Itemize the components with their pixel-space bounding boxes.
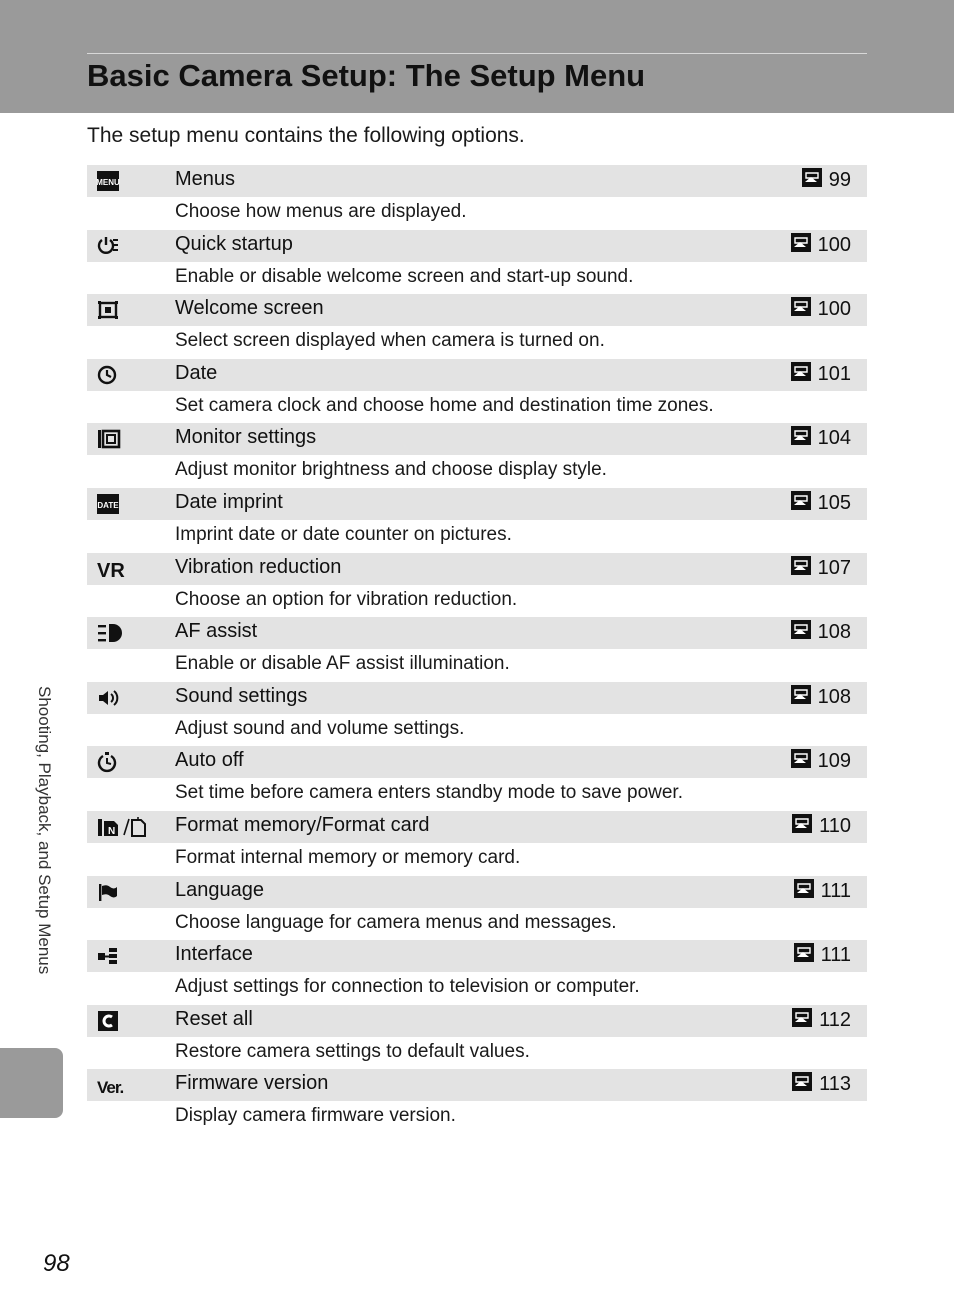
page-reference [791,491,851,516]
page-ref-icon [792,814,812,839]
option-description: Adjust monitor brightness and choose display style. [175,459,607,481]
page-reference [792,1008,851,1033]
option-name: Quick startup [175,232,293,255]
page-ref-number: 110 [819,814,851,837]
page-ref-number: 104 [817,427,851,450]
svg-text:N: N [108,825,116,837]
header-rule [87,53,867,54]
option-name: Monitor settings [175,426,317,449]
page-ref-number: 100 [817,233,851,256]
page-reference [791,749,851,774]
page-ref-icon [791,491,811,516]
side-tab [0,1048,63,1118]
page-title: Basic Camera Setup: The Setup Menu [87,58,646,93]
page-ref-icon [791,233,811,258]
option-row-format-memory [87,811,867,843]
page-reference [791,362,851,387]
header-bar [0,0,954,113]
option-row-language [87,876,867,908]
option-name: Interface [175,943,253,966]
option-description-row [87,326,867,359]
option-description-row [87,843,867,876]
sound-settings-icon [97,687,119,709]
option-row-date [87,359,867,391]
option-description: Restore camera settings to default values. [175,1040,530,1062]
option-name: Language [175,878,264,901]
page-ref-icon [794,943,814,968]
page-ref-icon [791,749,811,774]
option-row-firmware-version [87,1069,867,1101]
option-description: Choose an option for vibration reduction. [175,588,518,610]
option-row-date-imprint [87,488,867,520]
option-description-row [87,1037,867,1070]
page-ref-number: 111 [820,879,851,902]
option-row-monitor-settings [87,423,867,455]
page-ref-icon [792,1008,812,1033]
option-description-row [87,1101,867,1134]
option-description: Select screen displayed when camera is turned on. [175,330,605,352]
option-name: Format memory/Format card [175,813,430,836]
page-ref-number: 108 [817,685,851,708]
setup-options-table [87,165,867,1134]
page-ref-number: 99 [828,169,851,191]
date-icon [97,364,119,386]
page-ref-number: 101 [817,362,851,385]
quick-startup-icon [97,235,119,257]
firmware-version-icon [97,1074,123,1096]
vibration-reduction-icon [97,558,125,582]
interface-icon [97,945,119,967]
option-name: Welcome screen [175,297,324,320]
page-ref-icon [802,168,822,193]
option-description-row [87,585,867,618]
option-description: Choose how menus are displayed. [175,201,467,222]
auto-off-icon [97,751,119,773]
page-ref-number: 109 [817,750,851,773]
option-name: Menus [175,168,236,190]
side-section-label: Shooting, Playback, and Setup Menus [35,686,54,975]
option-row-auto-off [87,746,867,778]
svg-text:VR: VR [97,559,125,582]
option-description: Enable or disable welcome screen and start-up sound. [175,265,634,287]
option-description-row [87,262,867,295]
option-name: Date imprint [175,490,283,513]
page-reference [794,879,851,904]
option-description: Set time before camera enters standby mode to save power. [175,782,683,804]
page-ref-number: 112 [819,1008,851,1031]
page-reference [792,1072,851,1097]
page-ref-icon [792,1072,812,1097]
option-description: Enable or disable AF assist illumination. [175,653,510,675]
option-name: Date [175,361,218,384]
page-ref-number: 100 [817,298,851,321]
af-assist-icon [97,622,123,644]
option-row-reset-all [87,1005,867,1037]
option-name: Auto off [175,749,244,772]
page-reference [791,556,851,581]
option-description: Choose language for camera menus and messages. [175,911,617,933]
option-name: Firmware version [175,1072,329,1095]
option-description: Set camera clock and choose home and destination time zones. [175,394,714,416]
page-ref-icon [791,556,811,581]
option-description: Adjust settings for connection to television or computer. [175,976,640,998]
reset-all-icon [97,1010,119,1032]
option-row-interface [87,940,867,972]
page-ref-number: 111 [820,944,851,967]
intro-text: The setup menu contains the following options. [87,124,525,147]
option-row-af-assist [87,617,867,649]
page-reference [791,233,851,258]
page-ref-icon [791,426,811,451]
svg-text:DATE: DATE [97,500,119,510]
option-description-row [87,972,867,1005]
page-reference [791,685,851,710]
svg-text:Ver.: Ver. [97,1078,124,1098]
page-ref-number: 108 [817,621,851,644]
page-ref-icon [791,362,811,387]
page-reference [794,943,851,968]
page-ref-icon [791,297,811,322]
svg-text:MENU: MENU [96,178,120,187]
option-description: Format internal memory or memory card. [175,846,521,868]
page-reference [791,426,851,451]
page-ref-icon [791,620,811,645]
page-ref-icon [791,685,811,710]
option-row-vibration-reduction [87,553,867,585]
option-name: Vibration reduction [175,555,342,578]
option-description: Imprint date or date counter on pictures. [175,523,512,545]
page-reference [791,620,851,645]
option-row-welcome-screen [87,294,867,326]
option-description-row [87,908,867,941]
welcome-screen-icon [97,299,119,321]
option-row-quick-startup [87,230,867,262]
page-ref-number: 107 [817,556,851,579]
menus-icon [97,170,119,192]
option-description: Display camera firmware version. [175,1105,456,1127]
option-row-sound-settings [87,682,867,714]
page-ref-icon [794,879,814,904]
option-description-row [87,649,867,682]
language-icon [97,881,119,903]
option-description-row [87,520,867,553]
option-description-row [87,778,867,811]
option-description-row [87,391,867,424]
option-name: Reset all [175,1007,253,1030]
monitor-settings-icon [97,428,121,450]
format-memory-icon [97,816,147,838]
page-ref-number: 105 [817,491,851,514]
page-ref-number: 113 [819,1073,851,1096]
page-reference [791,297,851,322]
page-reference [792,814,851,839]
option-description-row [87,455,867,488]
page-number: 98 [43,1250,70,1277]
option-description: Adjust sound and volume settings. [175,717,465,739]
option-name: AF assist [175,620,258,643]
option-description-row [87,197,867,230]
option-row-menus [87,165,867,197]
option-name: Sound settings [175,684,308,707]
option-description-row [87,714,867,747]
page-reference [802,168,851,193]
date-imprint-icon [97,493,119,515]
